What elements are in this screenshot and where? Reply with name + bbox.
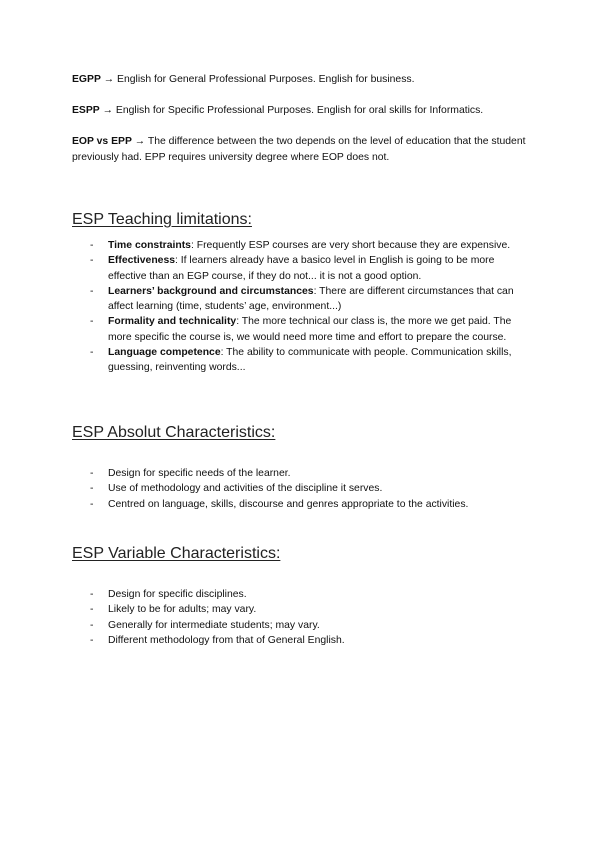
list-item bbox=[90, 618, 530, 633]
bullet-dash: - bbox=[90, 468, 94, 479]
bullet-dash: - bbox=[90, 498, 94, 510]
definition-text: English for General Professional Purposes. English for business. bbox=[117, 74, 415, 85]
definition-egpp bbox=[72, 72, 532, 88]
arrow: → bbox=[134, 136, 146, 147]
item-text: Design for specific needs of the learner. bbox=[108, 468, 291, 479]
item-text: : If learners already have a basico level in English is going to be more effective than an EGP course, if they do not... it is not a good option. bbox=[108, 255, 495, 282]
bullet-dash: - bbox=[90, 634, 94, 646]
bullet-dash: - bbox=[90, 619, 94, 631]
item-text: : The ability to communicate with people. Communication skills, guessing, reinventing words... bbox=[108, 347, 512, 374]
item-term: Formality and technicality bbox=[108, 316, 237, 328]
item-text: : The more technical our class is, the more we get paid. The more specific the course is, we would need more time and effort to prepare the course. bbox=[108, 316, 512, 343]
definition-text: English for Specific Professional Purposes. English for oral skills for Informatics. bbox=[115, 105, 484, 116]
definition-term: ESPP bbox=[72, 105, 100, 116]
list-item bbox=[90, 284, 530, 315]
bullet-dash: - bbox=[90, 347, 94, 359]
list-item bbox=[90, 602, 530, 617]
heading-variable-characteristics: ESP Variable Characteristics: bbox=[72, 545, 281, 562]
definition-espp bbox=[72, 103, 532, 119]
list-teaching-limitations bbox=[90, 238, 530, 376]
list-item bbox=[90, 238, 530, 253]
list-item bbox=[90, 314, 530, 345]
bullet-dash: - bbox=[90, 316, 94, 328]
arrow: → bbox=[103, 74, 115, 85]
bullet-dash: - bbox=[90, 285, 94, 297]
item-text: : There are different circumstances that can affect learning (time, students’ age, environment...) bbox=[108, 285, 514, 313]
item-term: Effectiveness bbox=[108, 255, 175, 267]
item-text: Likely to be for adults; may vary. bbox=[108, 604, 257, 616]
bullet-dash: - bbox=[90, 604, 94, 616]
item-text: Generally for intermediate students; may vary. bbox=[108, 619, 320, 631]
definition-term: EOP vs EPP bbox=[72, 136, 132, 147]
definition-text: The difference between the two depends on the level of education that the student previously had. EPP requires university degree where EOP does not. bbox=[72, 136, 526, 163]
item-text: : Frequently ESP courses are very short because they are expensive. bbox=[190, 240, 511, 251]
list-item bbox=[90, 253, 530, 284]
list-item bbox=[90, 345, 530, 376]
item-text: Centred on language, skills, discourse and genres appropriate to the activities. bbox=[108, 498, 469, 510]
arrow: → bbox=[102, 105, 114, 116]
item-term: Learners’ background and circumstances bbox=[108, 285, 314, 297]
heading-teaching-limitations: ESP Teaching limitations: bbox=[72, 211, 252, 228]
list-item bbox=[90, 497, 530, 512]
item-text: Design for specific disciplines. bbox=[108, 589, 247, 600]
heading-absolut-characteristics: ESP Absolut Characteristics: bbox=[72, 424, 276, 441]
item-text: Use of methodology and activities of the discipline it serves. bbox=[108, 483, 383, 495]
list-item bbox=[90, 466, 530, 481]
list-variable-characteristics bbox=[90, 587, 530, 648]
list-absolut-characteristics bbox=[90, 466, 530, 512]
item-term: Language competence bbox=[108, 347, 221, 359]
item-text: Different methodology from that of General English. bbox=[108, 634, 345, 646]
bullet-dash: - bbox=[90, 589, 94, 600]
definition-eop-vs-epp bbox=[72, 134, 532, 165]
bullet-dash: - bbox=[90, 483, 94, 495]
list-item bbox=[90, 633, 530, 648]
list-item bbox=[90, 587, 530, 602]
item-term: Time constraints bbox=[108, 240, 191, 251]
list-item bbox=[90, 481, 530, 496]
bullet-dash: - bbox=[90, 240, 94, 251]
bullet-dash: - bbox=[90, 255, 94, 267]
definition-term: EGPP bbox=[72, 74, 101, 85]
